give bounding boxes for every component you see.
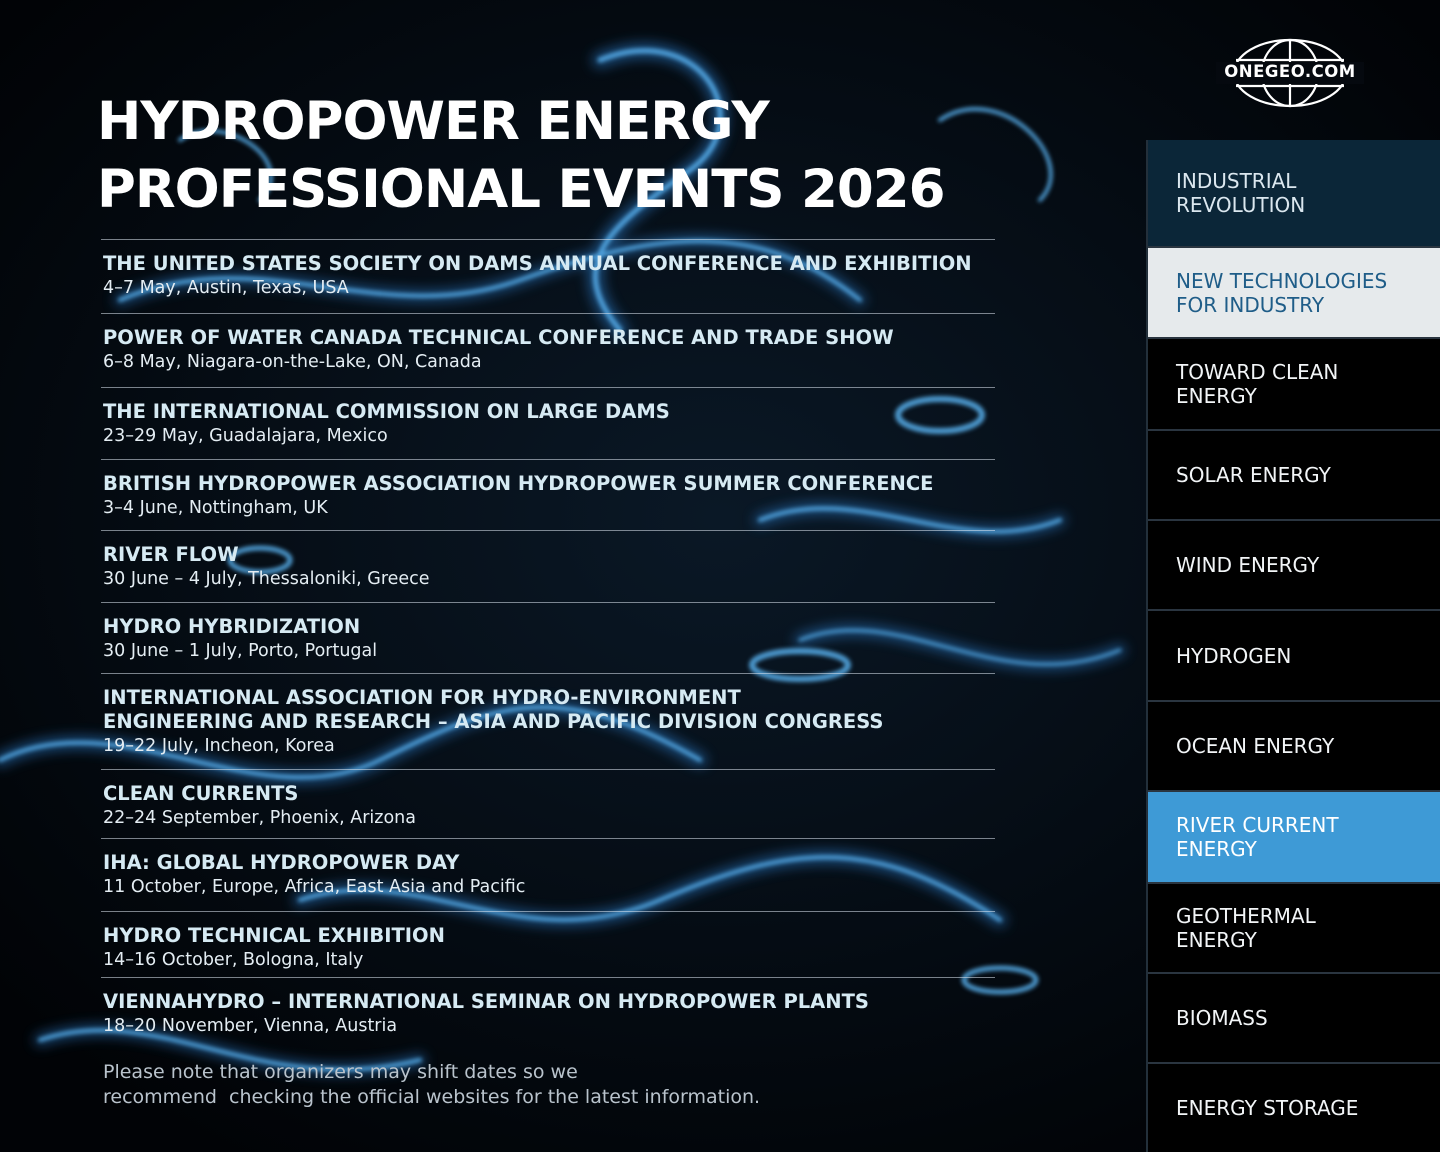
sidebar-item-label: SOLAR ENERGY xyxy=(1176,463,1331,487)
event-date-location: 23–29 May, Guadalajara, Mexico xyxy=(103,426,388,446)
event-item xyxy=(101,603,995,674)
event-item xyxy=(101,314,995,388)
sidebar-item-label: OCEAN ENERGY xyxy=(1176,734,1335,758)
event-name: HYDRO HYBRIDIZATION xyxy=(103,615,361,638)
topic-sidebar xyxy=(1146,140,1440,1152)
sidebar-item-hydrogen[interactable] xyxy=(1148,611,1440,702)
event-item xyxy=(101,839,995,912)
event-name: RIVER FLOW xyxy=(103,543,239,566)
event-name: THE INTERNATIONAL COMMISSION ON LARGE DAMS xyxy=(103,400,670,423)
sidebar-item-label: RIVER CURRENT xyxy=(1176,813,1339,837)
event-date-location: 3–4 June, Nottingham, UK xyxy=(103,498,328,518)
sidebar-item-label: ENERGY xyxy=(1176,837,1257,861)
title-line-1: HYDROPOWER ENERGY xyxy=(97,91,769,152)
event-date-location: 4–7 May, Austin, Texas, USA xyxy=(103,278,349,298)
sidebar-item-label: NEW TECHNOLOGIES xyxy=(1176,268,1388,293)
event-date-location: 22–24 September, Phoenix, Arizona xyxy=(103,808,416,828)
sidebar-item-label: ENERGY STORAGE xyxy=(1176,1096,1359,1120)
event-date-location: 30 June – 1 July, Porto, Portugal xyxy=(103,641,378,661)
event-item xyxy=(101,388,995,460)
event-list xyxy=(101,239,995,1046)
event-date-location: 19–22 July, Incheon, Korea xyxy=(103,736,335,756)
sidebar-item-geothermal-energy[interactable] xyxy=(1148,884,1440,974)
event-name: IHA: GLOBAL HYDROPOWER DAY xyxy=(103,851,460,874)
event-item xyxy=(101,978,995,1046)
event-item xyxy=(101,240,995,314)
note-line-1: Please note that organizers may shift dates so we xyxy=(103,1061,578,1083)
sidebar-item-label: INDUSTRIAL xyxy=(1176,169,1297,193)
event-date-location: 30 June – 4 July, Thessaloniki, Greece xyxy=(103,569,430,589)
event-date-location: 6–8 May, Niagara-on-the-Lake, ON, Canada xyxy=(103,352,482,372)
event-name: THE UNITED STATES SOCIETY ON DAMS ANNUAL CONFERENCE AND EXHIBITION xyxy=(103,252,972,275)
event-date-location: 11 October, Europe, Africa, East Asia and Pacific xyxy=(103,877,526,897)
sidebar-item-solar-energy[interactable] xyxy=(1148,431,1440,521)
sidebar-item-label: BIOMASS xyxy=(1176,1006,1268,1030)
sidebar-item-label: WIND ENERGY xyxy=(1176,553,1320,577)
event-name: BRITISH HYDROPOWER ASSOCIATION HYDROPOWER SUMMER CONFERENCE xyxy=(103,472,934,495)
sidebar-item-label: TOWARD CLEAN xyxy=(1176,360,1339,384)
sidebar-item-biomass[interactable] xyxy=(1148,974,1440,1064)
sidebar-item-industrial-revolution[interactable] xyxy=(1148,140,1440,248)
event-item xyxy=(101,460,995,531)
event-item xyxy=(101,531,995,603)
event-date-location: 14–16 October, Bologna, Italy xyxy=(103,950,364,970)
event-item xyxy=(101,912,995,978)
disclaimer-note xyxy=(103,1060,823,1110)
event-item xyxy=(101,770,995,839)
event-name: INTERNATIONAL ASSOCIATION FOR HYDRO-ENVIRONMENT ENGINEERING AND RESEARCH – ASIA AND PACIFIC DIVISION CONGRESS xyxy=(103,686,884,733)
page-title xyxy=(97,88,945,224)
sidebar-item-label: ENERGY xyxy=(1176,928,1257,952)
title-line-2: PROFESSIONAL EVENTS 2026 xyxy=(97,159,945,220)
sidebar-item-energy-storage[interactable] xyxy=(1148,1064,1440,1152)
brand-logo[interactable] xyxy=(1210,36,1370,110)
sidebar-item-ocean-energy[interactable] xyxy=(1148,702,1440,792)
sidebar-item-label: HYDROGEN xyxy=(1176,643,1292,668)
event-name: VIENNAHYDRO – INTERNATIONAL SEMINAR ON HYDROPOWER PLANTS xyxy=(103,990,869,1013)
event-item xyxy=(101,674,995,770)
sidebar-item-wind-energy[interactable] xyxy=(1148,521,1440,611)
sidebar-item-new-technologies[interactable] xyxy=(1148,248,1440,339)
event-name: POWER OF WATER CANADA TECHNICAL CONFERENCE AND TRADE SHOW xyxy=(103,326,894,349)
event-name: HYDRO TECHNICAL EXHIBITION xyxy=(103,924,445,947)
sidebar-item-label: ENERGY xyxy=(1176,384,1257,408)
sidebar-item-label: GEOTHERMAL xyxy=(1176,904,1316,928)
event-name: CLEAN CURRENTS xyxy=(103,782,299,805)
brand-name: ONEGEO.COM xyxy=(1224,62,1356,81)
note-line-2: recommend checking the official websites for the latest information. xyxy=(103,1086,761,1108)
sidebar-item-label: FOR INDUSTRY xyxy=(1176,292,1325,317)
event-date-location: 18–20 November, Vienna, Austria xyxy=(103,1016,398,1036)
sidebar-item-toward-clean-energy[interactable] xyxy=(1148,339,1440,431)
sidebar-item-label: REVOLUTION xyxy=(1176,193,1306,217)
sidebar-item-river-current-energy[interactable] xyxy=(1148,792,1440,884)
